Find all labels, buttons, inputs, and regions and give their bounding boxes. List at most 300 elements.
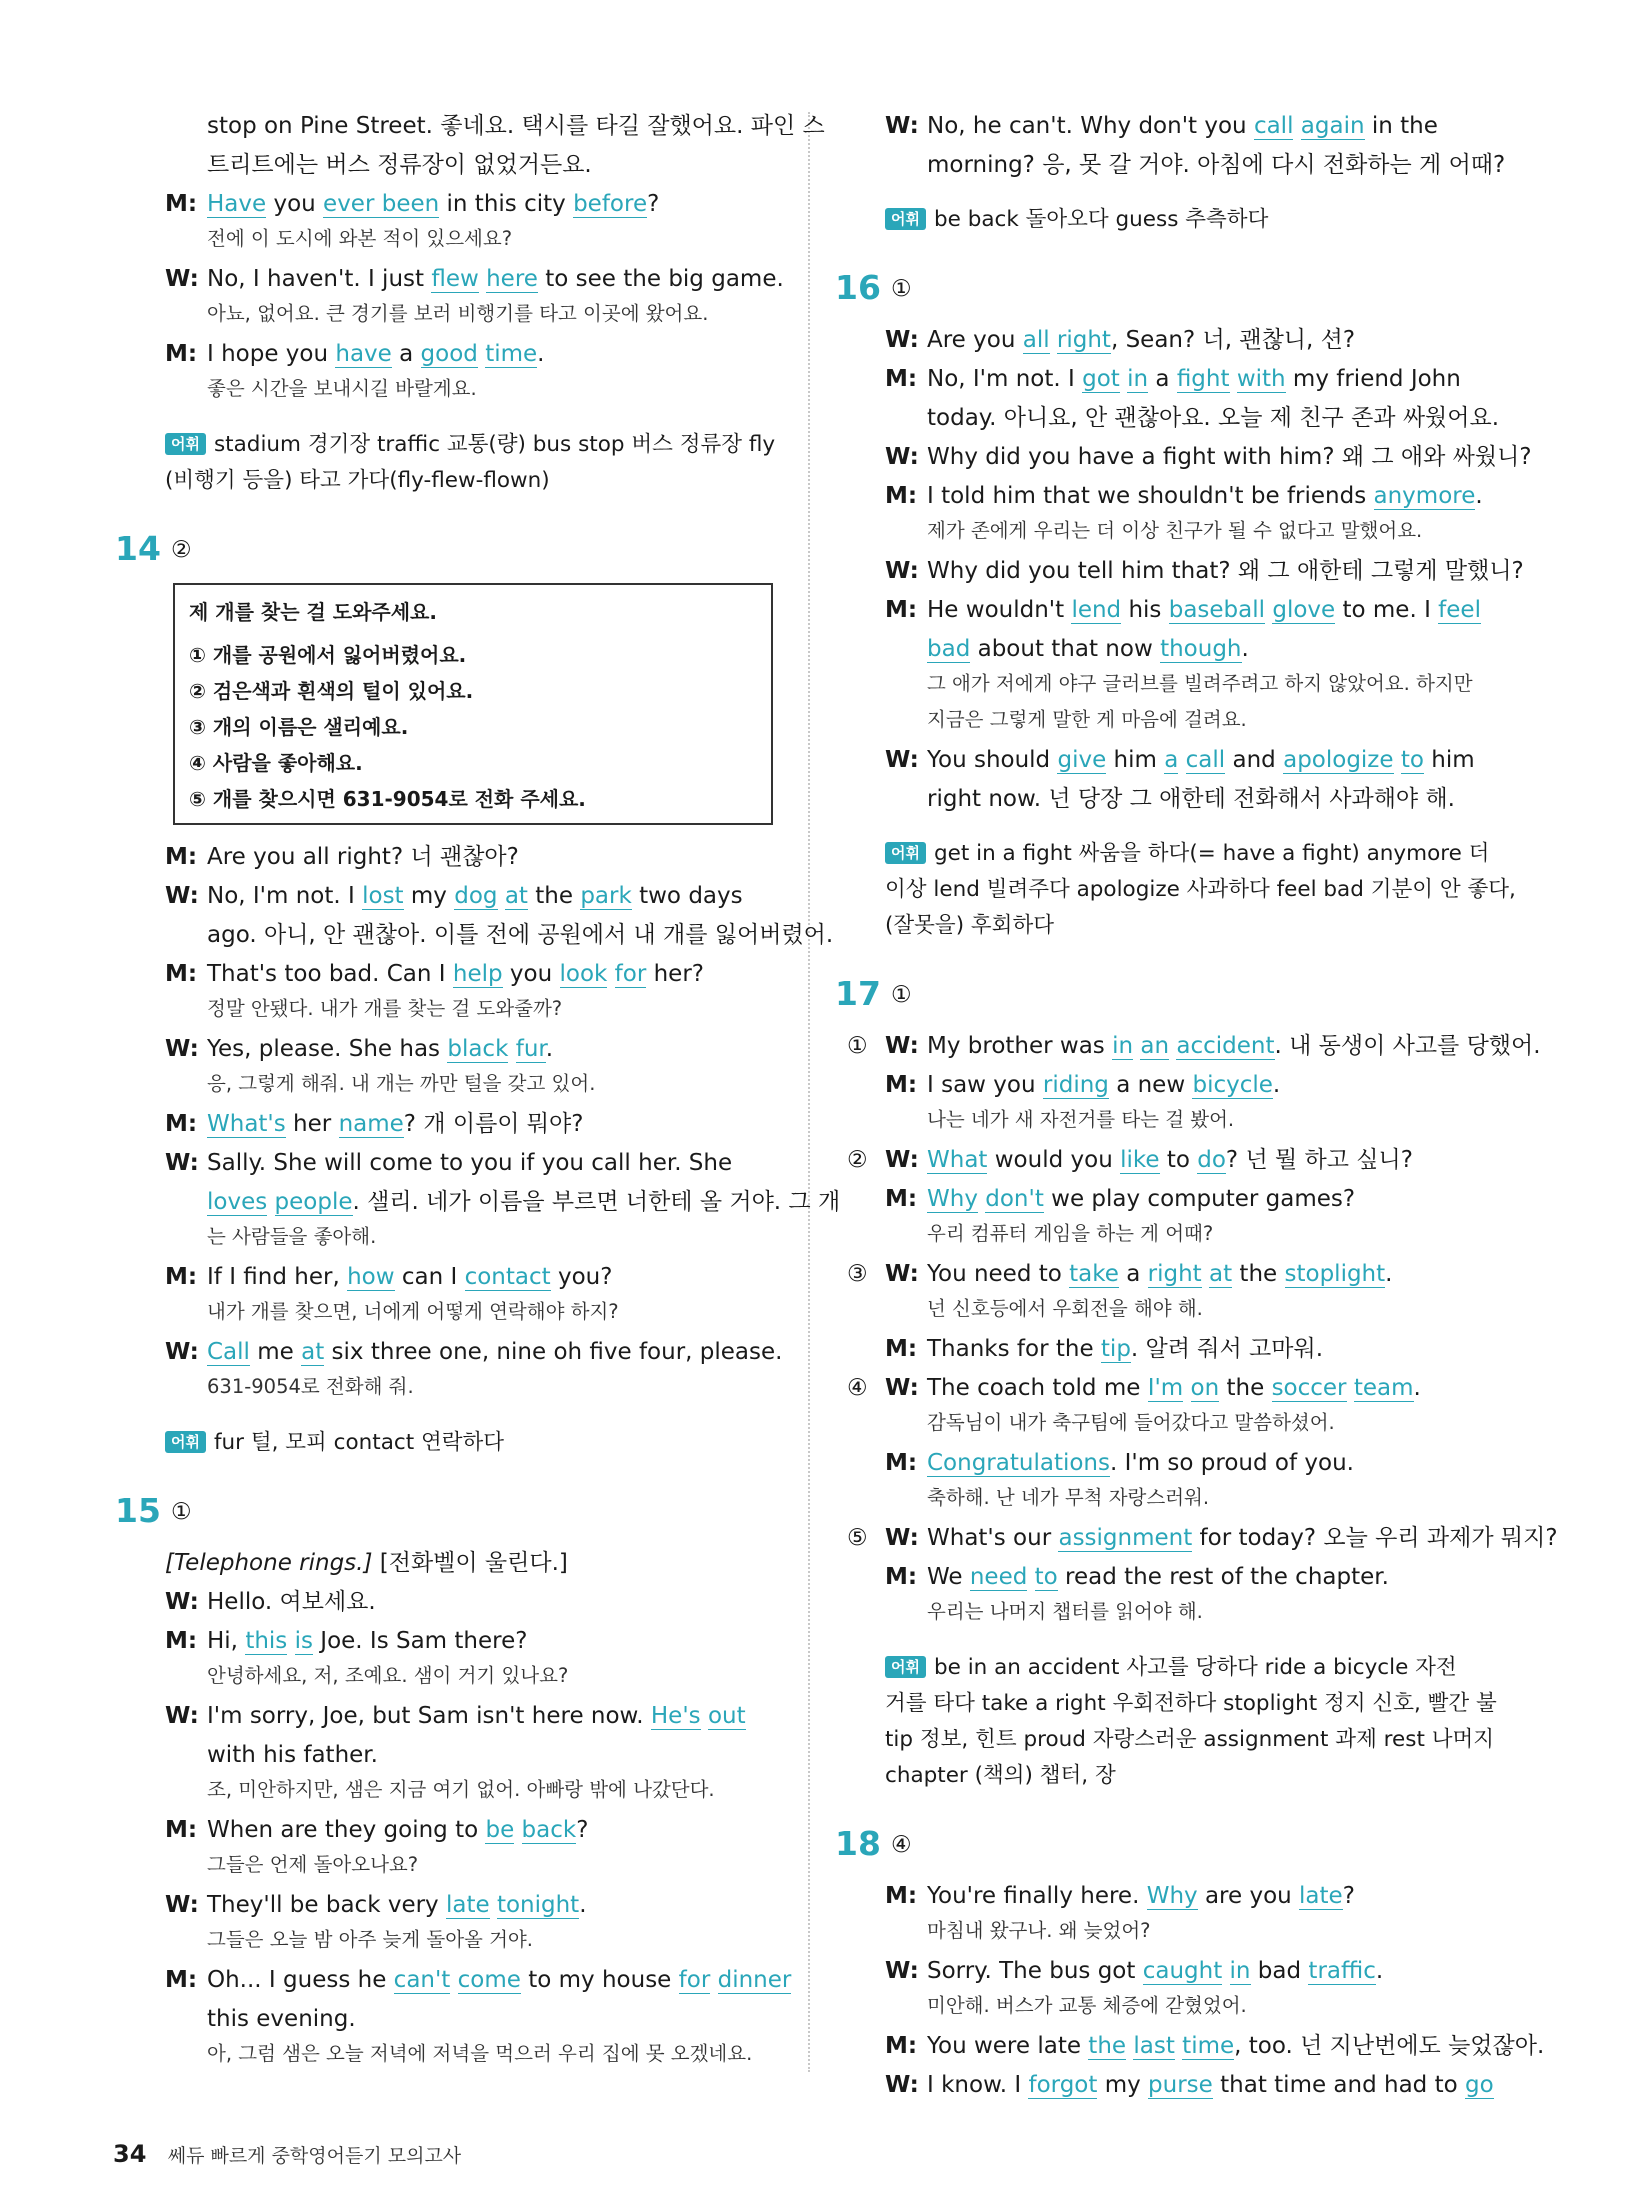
answer-blank: in bbox=[1127, 366, 1149, 392]
korean-text: 넌 뭘 하고 싶니? bbox=[1245, 1147, 1413, 1173]
answer-blank: all bbox=[1022, 327, 1050, 353]
answer-blank: park bbox=[580, 883, 632, 909]
speaker-label: W: bbox=[165, 1703, 199, 1729]
english-text bbox=[1050, 327, 1057, 353]
english-text: me bbox=[249, 1339, 302, 1365]
english-text: Oh... I guess he bbox=[207, 1967, 394, 1993]
section-18 bbox=[835, 1816, 1505, 1878]
dialog-line bbox=[885, 1181, 1505, 1220]
line-text bbox=[927, 1144, 1413, 1176]
translation-line bbox=[165, 375, 785, 411]
line-text bbox=[927, 1447, 1354, 1479]
vocab-line bbox=[885, 836, 1505, 872]
korean-translation: 응, 그렇게 해줘. 내 개는 까만 털을 갖고 있어. bbox=[207, 1072, 596, 1095]
english-text: Sorry. The bus got bbox=[927, 1958, 1143, 1984]
speaker-label: M: bbox=[165, 1111, 198, 1137]
english-text: Are you all right? bbox=[207, 844, 411, 870]
dialog-line bbox=[885, 1559, 1505, 1598]
answer-blank: contact bbox=[464, 1264, 551, 1290]
answer-blank: out bbox=[707, 1703, 746, 1729]
speaker-label: W: bbox=[885, 1033, 919, 1059]
dialog-continuation bbox=[885, 147, 1505, 186]
answer-blank: forgot bbox=[1028, 2072, 1098, 2098]
notice-title: 제 개를 찾는 걸 도와주세요. bbox=[189, 600, 437, 624]
english-text: my bbox=[1097, 2072, 1149, 2098]
english-text: I saw you bbox=[927, 1072, 1043, 1098]
korean-translation: 우리는 나머지 챕터를 읽어야 해. bbox=[927, 1600, 1203, 1623]
line-text bbox=[207, 2003, 356, 2035]
speaker-label: W: bbox=[885, 1261, 919, 1287]
speaker-label: W: bbox=[885, 1525, 919, 1551]
korean-translation: 조, 미안하지만, 샘은 지금 여기 없어. 아빠랑 밖에 나갔단다. bbox=[207, 1778, 715, 1801]
korean-translation: 그들은 언제 돌아오나요? bbox=[207, 1853, 419, 1876]
answer-blank: tonight bbox=[496, 1892, 580, 1918]
english-text: with his father. bbox=[207, 1742, 378, 1768]
section-answer: ② bbox=[171, 537, 192, 563]
dialog-line bbox=[165, 878, 785, 917]
korean-text: 너 괜찮아? bbox=[410, 844, 519, 870]
korean-text: 알려 줘서 고마워. bbox=[1145, 1336, 1324, 1362]
vocab-text: be back 돌아오다 guess 추측하다 bbox=[933, 207, 1269, 232]
vocab-line bbox=[885, 908, 1505, 944]
answer-blank: got bbox=[1082, 366, 1120, 392]
section-number: 14 bbox=[115, 529, 161, 568]
korean-translation: 아, 그럼 샘은 오늘 저녁에 저녁을 먹으러 우리 집에 못 오겠네요. bbox=[207, 2042, 753, 2065]
english-text: Thanks for the bbox=[927, 1336, 1101, 1362]
korean-translation: 그 애가 저에게 야구 글러브를 빌려주려고 하지 않았어요. 하지만 bbox=[927, 672, 1473, 695]
answer-blank: can't bbox=[393, 1967, 451, 1993]
dialog-line bbox=[165, 1962, 792, 2001]
answer-blank: right bbox=[1147, 1261, 1202, 1287]
english-text: . bbox=[1375, 1958, 1384, 1984]
speaker-label: M: bbox=[885, 1336, 918, 1362]
vocab-15 bbox=[885, 202, 1505, 238]
translation-line bbox=[885, 517, 1505, 553]
english-text: the bbox=[527, 883, 581, 909]
dialog-line bbox=[165, 1584, 785, 1623]
translation-line bbox=[165, 300, 785, 336]
line-text bbox=[927, 441, 1532, 473]
section-17 bbox=[835, 966, 1505, 1028]
answer-blank: ever been bbox=[323, 191, 440, 217]
vocab-tag: 어휘 bbox=[165, 433, 206, 455]
dialog-line bbox=[165, 1259, 785, 1298]
answer-blank: to bbox=[1400, 747, 1424, 773]
korean-translation: 미안해. 버스가 교통 체증에 갇혔었어. bbox=[927, 1994, 1247, 2017]
speaker-label: M: bbox=[165, 961, 198, 987]
english-text: two days bbox=[631, 883, 743, 909]
english-text: , too. bbox=[1234, 2033, 1301, 2059]
speaker-label: W: bbox=[885, 327, 919, 353]
vocab-line bbox=[885, 1758, 1505, 1794]
option-number: ⑤ bbox=[847, 1525, 868, 1551]
english-text: ? bbox=[647, 191, 660, 217]
dialog-line bbox=[165, 1887, 785, 1926]
line-text bbox=[927, 555, 1524, 587]
answer-blank: Congratulations bbox=[927, 1450, 1110, 1476]
dialog-continuation bbox=[165, 2001, 785, 2040]
speaker-label: M: bbox=[165, 1628, 198, 1654]
vocab-line bbox=[885, 1650, 1505, 1686]
english-text bbox=[1183, 1375, 1190, 1401]
dialog-line bbox=[165, 1623, 785, 1662]
speaker-label: M: bbox=[165, 1817, 198, 1843]
line-text bbox=[927, 1030, 1541, 1062]
answer-blank: an bbox=[1140, 1033, 1170, 1059]
english-text: him bbox=[1423, 747, 1475, 773]
line-text bbox=[927, 783, 1455, 815]
speaker-label: W: bbox=[165, 883, 199, 909]
answer-blank: before bbox=[573, 191, 648, 217]
translation-line bbox=[885, 706, 1505, 742]
line-text bbox=[927, 744, 1475, 776]
line-text bbox=[207, 1108, 583, 1140]
english-text bbox=[450, 1967, 457, 1993]
english-text: . bbox=[579, 1892, 587, 1918]
notice-items bbox=[189, 637, 771, 817]
translation-line bbox=[885, 1598, 1505, 1634]
answer-blank: look bbox=[559, 961, 608, 987]
answer-blank: take bbox=[1069, 1261, 1119, 1287]
translation-line bbox=[165, 1662, 785, 1698]
left-column bbox=[115, 108, 841, 2076]
answer-blank: back bbox=[521, 1817, 577, 1843]
section-answer: ① bbox=[891, 276, 912, 302]
speaker-label: M: bbox=[885, 483, 918, 509]
vocab-16 bbox=[885, 836, 1516, 944]
section-answer: ① bbox=[891, 982, 912, 1008]
english-text bbox=[1222, 1958, 1229, 1984]
answer-blank: come bbox=[457, 1967, 521, 1993]
english-text: a bbox=[1148, 366, 1177, 392]
answer-blank: late bbox=[445, 1892, 490, 1918]
english-text: . I'm so proud of you. bbox=[1109, 1450, 1354, 1476]
answer-blank: loves bbox=[207, 1189, 268, 1215]
korean-translation: 아뇨, 없어요. 큰 경기를 보러 비행기를 타고 이곳에 왔어요. bbox=[207, 302, 709, 325]
answer-blank: people bbox=[274, 1189, 353, 1215]
line-text bbox=[207, 1625, 527, 1657]
english-text bbox=[1027, 1564, 1034, 1590]
option-number: ③ bbox=[847, 1261, 868, 1287]
answer-blank: on bbox=[1190, 1375, 1220, 1401]
english-text: today. bbox=[927, 405, 1004, 431]
answer-blank: soccer bbox=[1271, 1375, 1347, 1401]
english-text: I hope you bbox=[207, 341, 336, 367]
english-text bbox=[1230, 366, 1237, 392]
korean-text: 왜 그 애한테 그렇게 말했니? bbox=[1237, 558, 1524, 584]
english-text: ? bbox=[1342, 1883, 1355, 1909]
answer-blank: have bbox=[335, 341, 392, 367]
line-text bbox=[207, 338, 544, 370]
line-text bbox=[927, 633, 1249, 665]
speaker-label: W: bbox=[165, 1150, 199, 1176]
vocab-14 bbox=[165, 1425, 785, 1461]
answer-blank: flew bbox=[431, 266, 479, 292]
english-text: to see the big game. bbox=[537, 266, 784, 292]
translation-line bbox=[165, 1373, 785, 1409]
speaker-label: M: bbox=[885, 366, 918, 392]
english-text: to bbox=[1159, 1147, 1198, 1173]
speaker-label: M: bbox=[885, 1883, 918, 1909]
english-text: . bbox=[1241, 636, 1249, 662]
korean-text: 내 동생이 사고를 당했어. bbox=[1289, 1033, 1541, 1059]
answer-blank: give bbox=[1057, 747, 1107, 773]
section-15 bbox=[115, 1483, 785, 1545]
answer-blank: last bbox=[1133, 2033, 1175, 2059]
line-text bbox=[927, 2069, 1494, 2101]
english-text bbox=[1347, 1375, 1354, 1401]
line-text bbox=[927, 1522, 1558, 1554]
english-text: a bbox=[1118, 1261, 1148, 1287]
answer-blank: riding bbox=[1042, 1072, 1109, 1098]
dialog-18 bbox=[885, 1878, 1545, 2106]
english-text: I told him that we shouldn't be friends bbox=[927, 483, 1374, 509]
english-text: his bbox=[1121, 597, 1169, 623]
english-text: When are they going to bbox=[207, 1817, 486, 1843]
answer-blank: help bbox=[452, 961, 503, 987]
english-text: Why did you tell him that? bbox=[927, 558, 1238, 584]
answer-blank: Have bbox=[207, 191, 267, 217]
english-text bbox=[1178, 747, 1185, 773]
speaker-label: W: bbox=[165, 1589, 199, 1615]
english-text: her? bbox=[646, 961, 704, 987]
notice-box bbox=[173, 583, 773, 825]
english-text: you bbox=[266, 191, 324, 217]
line-text bbox=[927, 1561, 1389, 1593]
dialog-line bbox=[885, 108, 1505, 147]
english-text: ? bbox=[576, 1817, 589, 1843]
vocab-tag: 어휘 bbox=[885, 842, 926, 864]
dialog-continuation bbox=[165, 917, 834, 956]
english-text: That's too bad. Can I bbox=[207, 961, 453, 987]
dialog-line bbox=[165, 956, 785, 995]
english-text: You need to bbox=[927, 1261, 1070, 1287]
line-text bbox=[927, 1333, 1323, 1365]
answer-blank: assignment bbox=[1058, 1525, 1193, 1551]
option-number: ② bbox=[847, 1147, 868, 1173]
answer-blank: anymore bbox=[1373, 483, 1476, 509]
line-text bbox=[927, 2030, 1544, 2062]
line-text bbox=[207, 188, 659, 220]
line-text bbox=[927, 110, 1438, 142]
vocab-line bbox=[165, 1425, 785, 1461]
dialog-line bbox=[885, 592, 1505, 631]
notice-item: ⑤ 개를 찾으시면 631-9054로 전화 주세요. bbox=[189, 787, 586, 811]
vocab-line bbox=[885, 202, 1505, 238]
vocab-text: tip 정보, 힌트 proud 자랑스러운 assignment 과제 rest 나머지 bbox=[885, 1727, 1495, 1752]
section-14 bbox=[115, 521, 785, 583]
speaker-label: M: bbox=[165, 191, 198, 217]
dialog-line bbox=[847, 1520, 1558, 1559]
line-text bbox=[165, 1547, 568, 1579]
english-text: we play computer games? bbox=[1043, 1186, 1356, 1212]
translation-line bbox=[165, 1070, 785, 1106]
english-text: We bbox=[927, 1564, 970, 1590]
speaker-label: W: bbox=[165, 1339, 199, 1365]
translation-line bbox=[885, 1220, 1505, 1256]
answer-blank: time bbox=[485, 341, 538, 367]
korean-translation: 지금은 그렇게 말한 게 마음에 걸려요. bbox=[927, 708, 1247, 731]
english-text: Why did you have a fight with him? bbox=[927, 444, 1342, 470]
answer-blank: go bbox=[1465, 2072, 1494, 2098]
dialog-line bbox=[885, 1445, 1505, 1484]
answer-blank: need bbox=[969, 1564, 1028, 1590]
answer-blank: tip bbox=[1100, 1336, 1131, 1362]
answer-blank: fur bbox=[515, 1036, 546, 1062]
dialog-continuation bbox=[165, 108, 825, 147]
korean-text: 개 이름이 뭐야? bbox=[423, 1111, 584, 1137]
vocab-text: 거를 타다 take a right 우회전하다 stoplight 정지 신호, 빨간 불 bbox=[885, 1691, 1497, 1716]
dialog-line bbox=[165, 1545, 785, 1584]
english-text: My brother was bbox=[927, 1033, 1113, 1059]
line-text bbox=[927, 1183, 1355, 1215]
english-text: . bbox=[545, 1036, 554, 1062]
column-divider bbox=[808, 112, 810, 2072]
english-text: Sally. She will come to you if you call her. She bbox=[207, 1150, 733, 1176]
dialog-line bbox=[165, 336, 785, 375]
korean-translation: 제가 존에게 우리는 더 이상 친구가 될 수 없다고 말했어요. bbox=[927, 519, 1423, 542]
speaker-label: W: bbox=[165, 266, 199, 292]
speaker-label: M: bbox=[885, 2033, 918, 2059]
english-text: you? bbox=[550, 1264, 613, 1290]
section-number: 15 bbox=[115, 1491, 161, 1530]
korean-translation: 내가 개를 찾으면, 너에게 어떻게 연락해야 하지? bbox=[207, 1300, 619, 1323]
dialog-line bbox=[165, 1031, 785, 1070]
translation-line bbox=[165, 1851, 785, 1887]
answer-blank: Call bbox=[207, 1339, 250, 1365]
line-text bbox=[207, 1889, 587, 1921]
speaker-label: W: bbox=[165, 1036, 199, 1062]
line-text bbox=[207, 1700, 746, 1732]
english-text bbox=[701, 1703, 708, 1729]
book-title: 쎄듀 빠르게 중학영어듣기 모의고사 bbox=[167, 2145, 462, 2167]
english-text: If I find her, bbox=[207, 1264, 348, 1290]
dialog-line bbox=[885, 478, 1505, 517]
answer-blank: fight bbox=[1176, 366, 1230, 392]
vocab-text: 이상 lend 빌려주다 apologize 사과하다 feel bad 기분이 안 좋다, bbox=[885, 877, 1516, 902]
line-text bbox=[207, 263, 784, 295]
english-text: him bbox=[1106, 747, 1165, 773]
line-text bbox=[207, 958, 704, 990]
line-text bbox=[207, 841, 519, 873]
answer-blank: this bbox=[245, 1628, 288, 1654]
line-text bbox=[207, 1814, 588, 1846]
intro-block bbox=[165, 108, 825, 186]
dialog-continuation bbox=[165, 147, 785, 186]
english-text bbox=[1293, 113, 1300, 139]
vocab-tag: 어휘 bbox=[885, 1656, 926, 1678]
english-text: to my house bbox=[520, 1967, 679, 1993]
answer-blank: bicycle bbox=[1192, 1072, 1273, 1098]
answer-blank: don't bbox=[985, 1186, 1044, 1212]
dialog-line bbox=[847, 1256, 1505, 1295]
english-text: The coach told me bbox=[927, 1375, 1148, 1401]
answer-blank: name bbox=[338, 1111, 404, 1137]
dialog-line bbox=[885, 1953, 1505, 1992]
dialog-line bbox=[885, 322, 1505, 361]
answer-blank: call bbox=[1185, 747, 1226, 773]
korean-text: 왜 그 애와 싸웠니? bbox=[1341, 444, 1532, 470]
line-text bbox=[207, 1261, 612, 1293]
answer-blank: late bbox=[1299, 1883, 1343, 1909]
english-text: You're finally here. bbox=[927, 1883, 1147, 1909]
english-text: and bbox=[1225, 747, 1284, 773]
vocab-line bbox=[885, 1722, 1505, 1758]
english-text: bad bbox=[1250, 1958, 1309, 1984]
english-text: . bbox=[1475, 483, 1483, 509]
korean-translation: 넌 신호등에서 우회전을 해야 해. bbox=[927, 1297, 1203, 1320]
english-text: . bbox=[1272, 1072, 1281, 1098]
speaker-label: M: bbox=[165, 844, 198, 870]
notice-item: ① 개를 공원에서 잃어버렸어요. bbox=[189, 643, 467, 667]
line-text bbox=[927, 1880, 1355, 1912]
korean-text: 샐리. 네가 이름을 부르면 너한테 올 거야. 그 개 bbox=[367, 1189, 841, 1215]
answer-blank: like bbox=[1120, 1147, 1160, 1173]
line-text bbox=[207, 1586, 376, 1618]
answer-blank: apologize bbox=[1283, 747, 1394, 773]
english-text: a new bbox=[1108, 1072, 1193, 1098]
dialog-line bbox=[885, 361, 1505, 400]
translation-line bbox=[165, 225, 785, 261]
line-text bbox=[927, 324, 1355, 356]
answer-blank: traffic bbox=[1308, 1958, 1376, 1984]
dialog-continuation bbox=[885, 400, 1505, 439]
dialog-line bbox=[885, 2028, 1545, 2067]
korean-text: 넌 지난번에도 늦었잖아. bbox=[1300, 2033, 1545, 2059]
dialog-line bbox=[847, 1142, 1505, 1181]
english-text: about that now bbox=[970, 636, 1161, 662]
dialog-line bbox=[885, 2067, 1505, 2106]
english-text: Yes, please. She has bbox=[207, 1036, 448, 1062]
speaker-label: W: bbox=[165, 1892, 199, 1918]
dialog-continuation bbox=[885, 781, 1505, 820]
english-text bbox=[710, 1967, 717, 1993]
section-number: 17 bbox=[835, 974, 881, 1013]
english-text: Hello. bbox=[207, 1589, 280, 1615]
english-text: six three one, nine oh five four, please. bbox=[324, 1339, 783, 1365]
vocab-text: get in a fight 싸움을 하다(= have a fight) anymore 더 bbox=[933, 841, 1490, 866]
dialog-line bbox=[165, 1698, 785, 1737]
dialog-line bbox=[165, 1334, 785, 1373]
answer-blank: right bbox=[1056, 327, 1111, 353]
english-text: I'm sorry, Joe, but Sam isn't here now. bbox=[207, 1703, 651, 1729]
line-text bbox=[207, 1186, 840, 1218]
speaker-label: W: bbox=[885, 2072, 919, 2098]
english-text bbox=[479, 266, 486, 292]
english-text bbox=[498, 883, 505, 909]
speaker-label: M: bbox=[885, 1186, 918, 1212]
korean-translation: 전에 이 도시에 와본 적이 있으세요? bbox=[207, 227, 513, 250]
english-text: my friend John bbox=[1285, 366, 1461, 392]
line-text bbox=[927, 149, 1505, 181]
line-text bbox=[927, 1955, 1383, 1987]
section-answer: ④ bbox=[891, 1832, 912, 1858]
vocab-tag: 어휘 bbox=[165, 1431, 206, 1453]
english-text: . bbox=[1413, 1375, 1421, 1401]
dialog-line bbox=[885, 439, 1532, 478]
dialog-line bbox=[165, 261, 785, 300]
page-number: 34 bbox=[113, 2140, 147, 2168]
korean-translation: 감독님이 내가 축구팀에 들어갔다고 말씀하셨어. bbox=[927, 1411, 1335, 1434]
english-text: . bbox=[1130, 1336, 1146, 1362]
korean-text: 오늘 우리 과제가 뭐지? bbox=[1323, 1525, 1558, 1551]
korean-translation: 는 사람들을 좋아해. bbox=[207, 1225, 377, 1248]
english-text: No, I'm not. I bbox=[207, 883, 363, 909]
translation-line bbox=[885, 1295, 1505, 1331]
dialog-line bbox=[885, 1331, 1505, 1370]
dialog-line bbox=[885, 1878, 1505, 1917]
answer-blank: in bbox=[1112, 1033, 1134, 1059]
